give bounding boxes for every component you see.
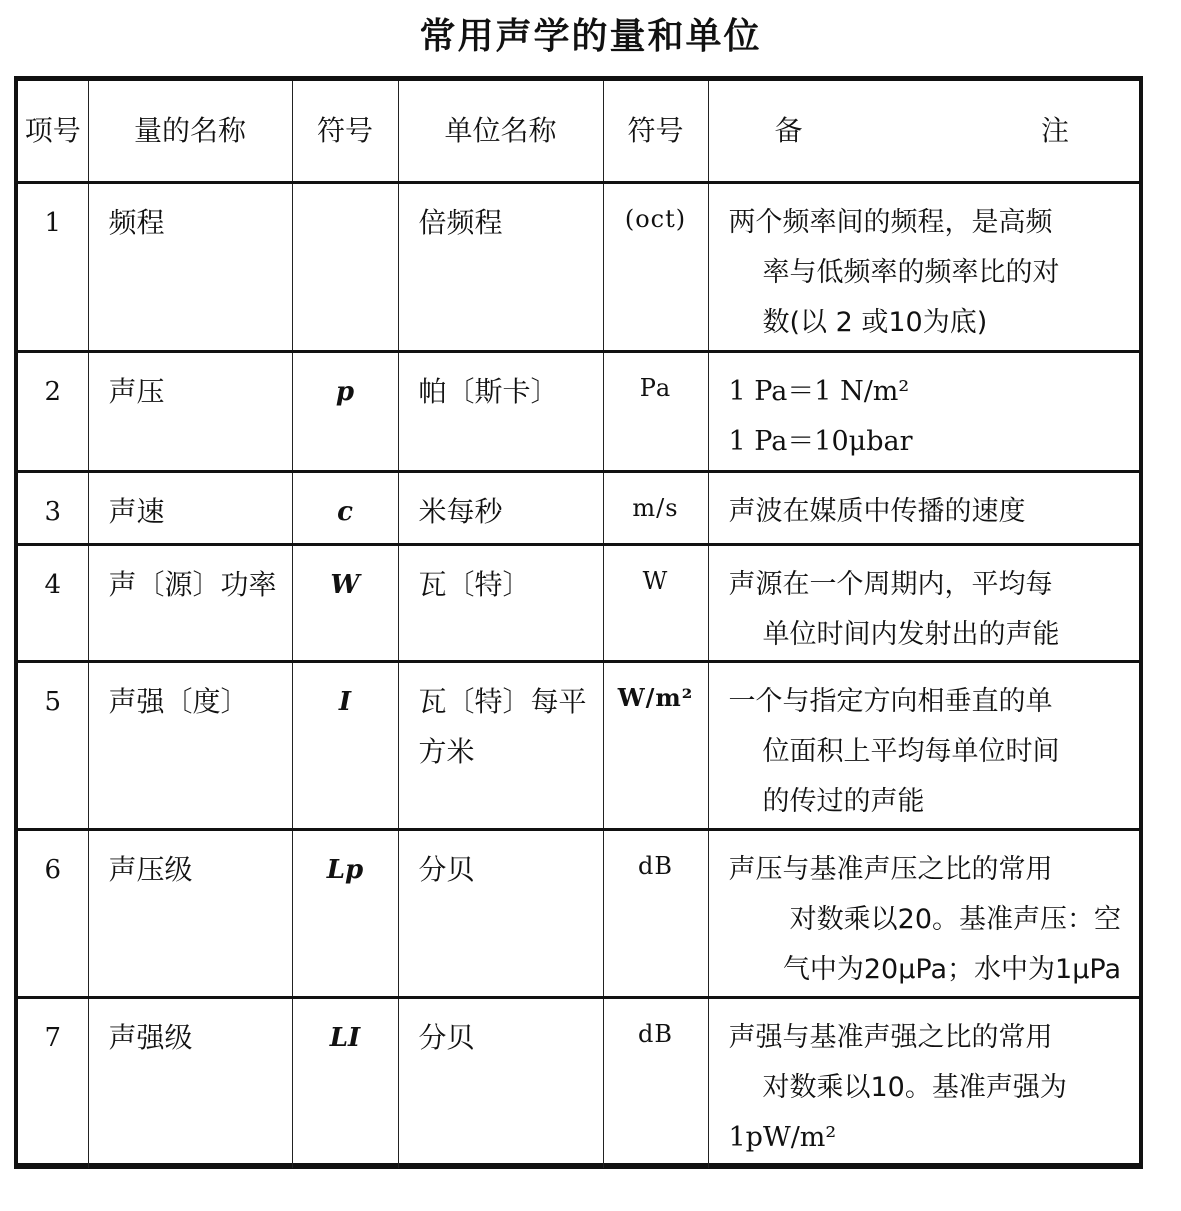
quantity-symbol: W [292, 545, 398, 662]
item-no: 7 [18, 998, 88, 1168]
quantity-symbol: c [292, 472, 398, 545]
remark-line: 1 Pa＝1 N/m² [728, 376, 910, 407]
acoustic-quantities-table [14, 76, 1143, 1169]
unit-name: 米每秒 [398, 472, 603, 545]
header-quantity-name: 量的名称 [88, 81, 292, 183]
header-remarks-left: 备 [774, 114, 803, 147]
item-no: 6 [18, 830, 88, 998]
unit-name: 倍频程 [398, 183, 603, 352]
remark-line: 气中为20μPa；水中为1μPa [782, 954, 1121, 985]
quantity-name: 声速 [88, 472, 292, 545]
unit-symbol: (oct) [603, 183, 708, 352]
table-row [18, 830, 1139, 998]
header-remarks-right: 注 [1040, 114, 1069, 147]
remarks [708, 830, 1139, 998]
remarks [708, 662, 1139, 830]
table-row [18, 998, 1139, 1168]
unit-symbol: dB [603, 998, 708, 1168]
item-no: 4 [18, 545, 88, 662]
unit-symbol: W [603, 545, 708, 662]
remark-line: 1pW/m² [728, 1122, 837, 1153]
remark-line: 对数乘以20。基准声压：空 [789, 904, 1121, 935]
quantity-symbol: I [292, 662, 398, 830]
remark-line: 一个与指定方向相垂直的单 [728, 686, 1053, 717]
quantity-name: 频程 [88, 183, 292, 352]
quantity-symbol: LI [292, 998, 398, 1168]
quantity-name: 声强级 [88, 998, 292, 1168]
header-remarks [708, 81, 1139, 183]
remarks [708, 545, 1139, 662]
remark-line: 单位时间内发射出的声能 [762, 619, 1060, 650]
remark-line: 数(以 2 或10为底) [762, 307, 988, 338]
remark-line: 两个频率间的频程，是高频 [728, 207, 1053, 238]
table-row [18, 472, 1139, 545]
quantity-name: 声压级 [88, 830, 292, 998]
header-row [18, 81, 1139, 183]
table-row [18, 545, 1139, 662]
quantity-name: 声强〔度〕 [88, 662, 292, 830]
header-item-no: 项号 [18, 81, 88, 183]
remark-line: 声波在媒质中传播的速度 [728, 496, 1026, 527]
quantity-symbol: Lp [292, 830, 398, 998]
remarks [708, 352, 1139, 472]
remark-line: 声源在一个周期内，平均每 [728, 569, 1053, 600]
remark-line: 声强与基准声强之比的常用 [728, 1022, 1053, 1053]
item-no: 2 [18, 352, 88, 472]
unit-name: 帕〔斯卡〕 [398, 352, 603, 472]
unit-name: 分贝 [398, 830, 603, 998]
remark-line: 的传过的声能 [762, 786, 925, 817]
remarks [708, 183, 1139, 352]
quantity-name: 声〔源〕功率 [88, 545, 292, 662]
page-title: 常用声学的量和单位 [419, 16, 762, 57]
unit-symbol: W/m² [603, 662, 708, 830]
remark-line: 对数乘以10。基准声强为 [762, 1072, 1067, 1103]
quantity-symbol: p [292, 352, 398, 472]
unit-name: 瓦〔特〕 [398, 545, 603, 662]
header-unit-name: 单位名称 [398, 81, 603, 183]
unit-name: 瓦〔特〕每平方米 [398, 662, 603, 830]
remark-line: 声压与基准声压之比的常用 [728, 854, 1053, 885]
table-row [18, 352, 1139, 472]
item-no: 5 [18, 662, 88, 830]
header-quantity-symbol: 符号 [292, 81, 398, 183]
unit-name: 分贝 [398, 998, 603, 1168]
table-row [18, 183, 1139, 352]
unit-symbol: Pa [603, 352, 708, 472]
item-no: 3 [18, 472, 88, 545]
remark-line: 位面积上平均每单位时间 [762, 736, 1060, 767]
table-row [18, 662, 1139, 830]
item-no: 1 [18, 183, 88, 352]
remarks [708, 998, 1139, 1168]
header-unit-symbol: 符号 [603, 81, 708, 183]
unit-symbol: dB [603, 830, 708, 998]
unit-symbol: m/s [603, 472, 708, 545]
remark-line: 率与低频率的频率比的对 [762, 257, 1060, 288]
quantity-symbol [292, 183, 398, 352]
remark-line: 1 Pa＝10μbar [728, 426, 913, 457]
remarks [708, 472, 1139, 545]
quantity-name: 声压 [88, 352, 292, 472]
